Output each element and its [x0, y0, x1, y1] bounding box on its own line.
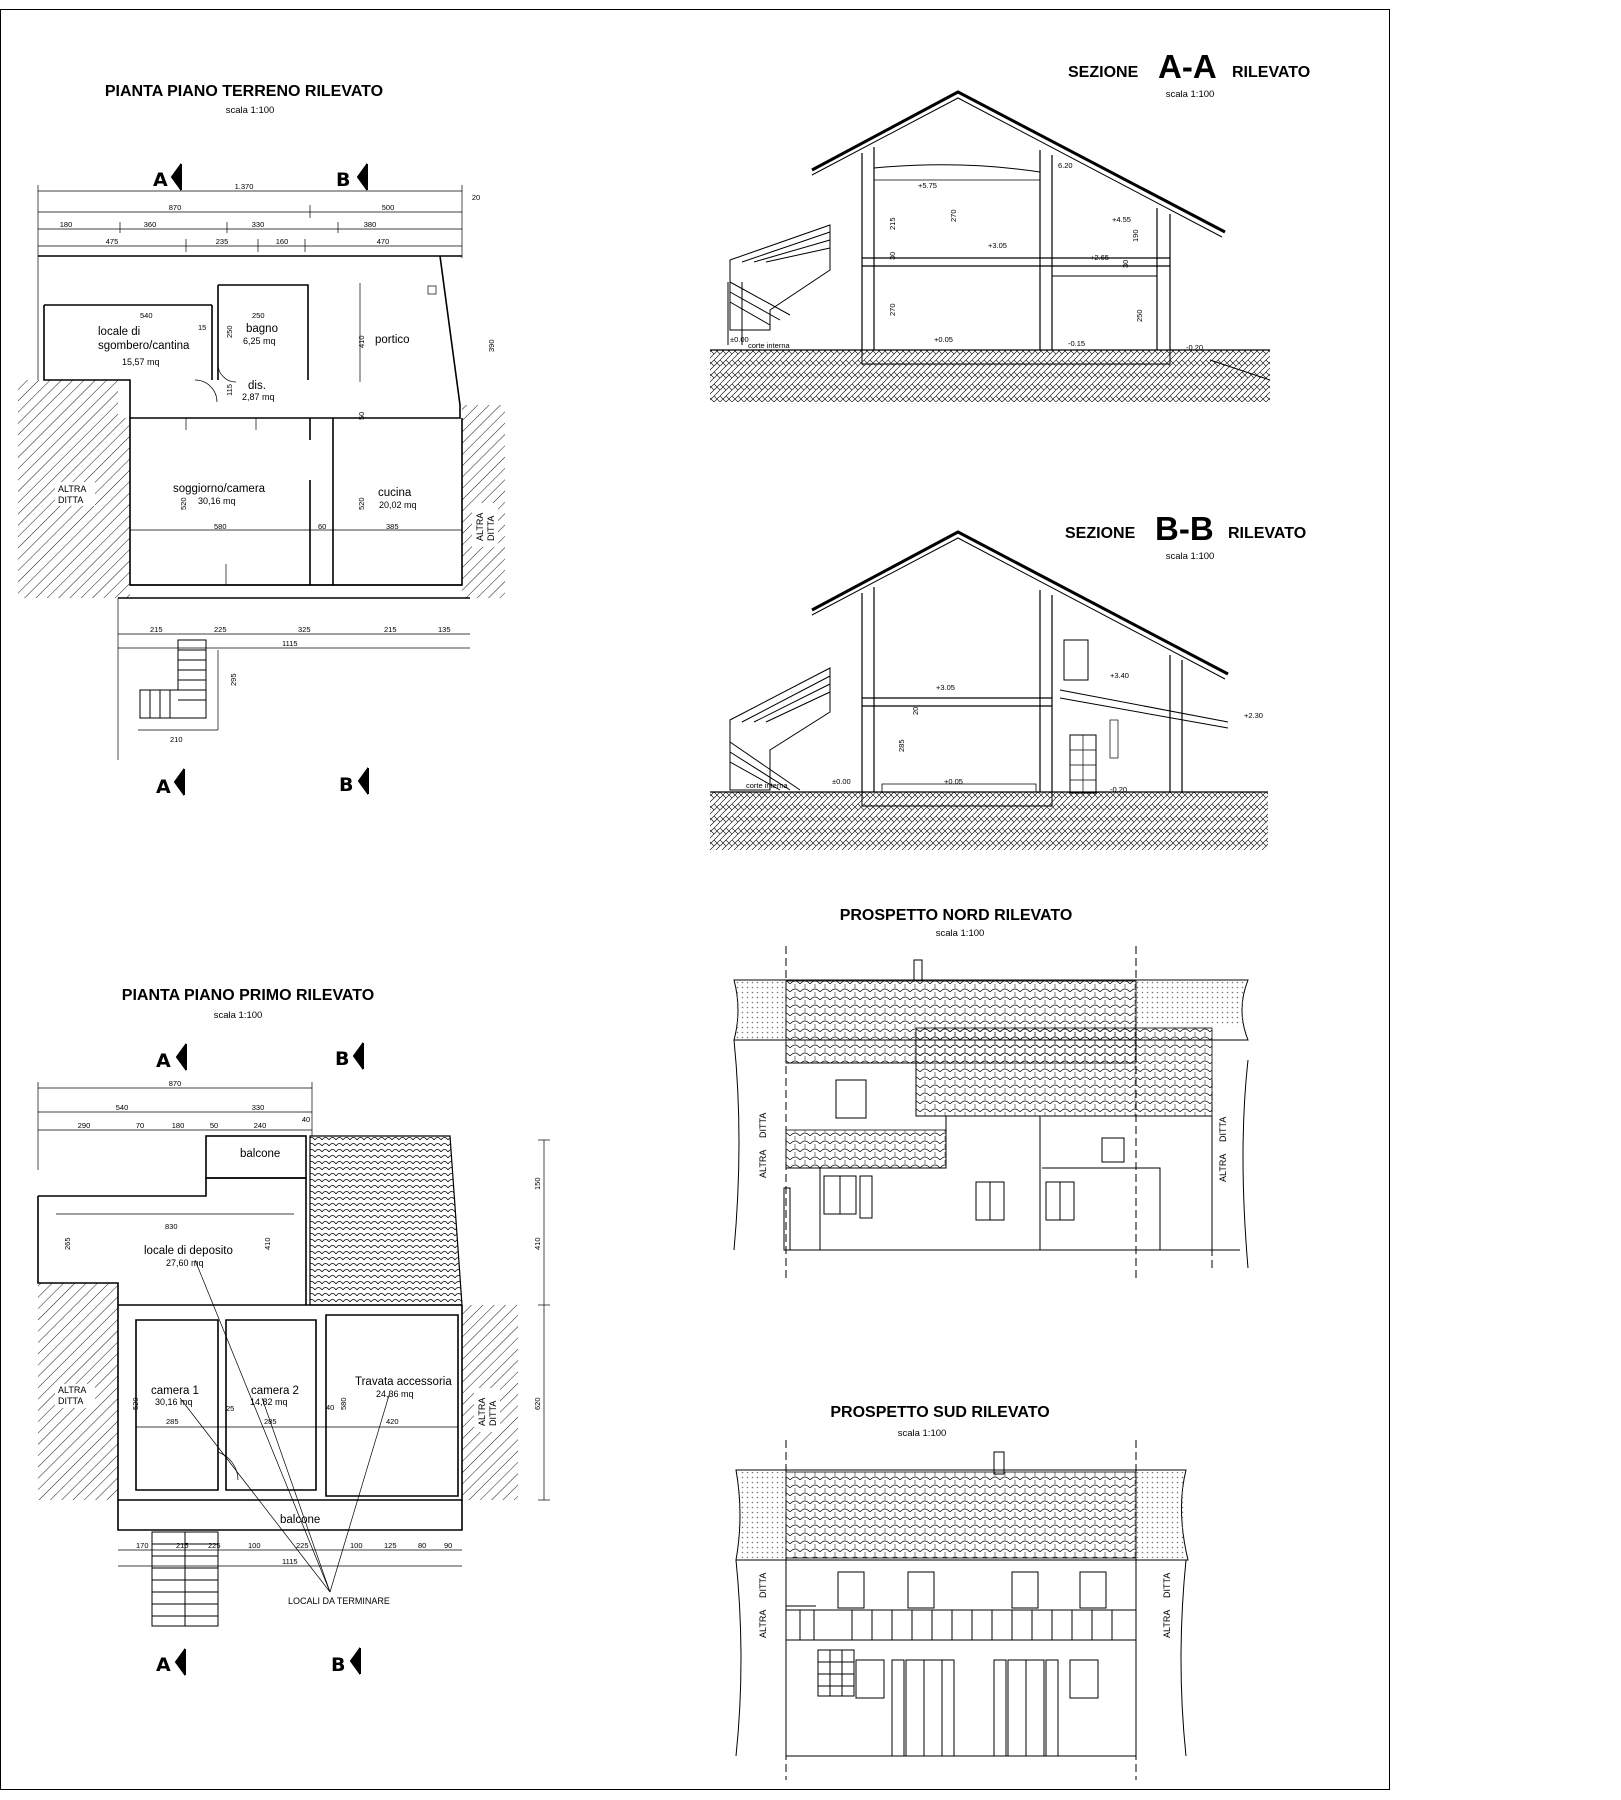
neighbour-label: ALTRA — [758, 1609, 768, 1638]
section-aa-suffix: RILEVATO — [1232, 64, 1311, 81]
section-marker-b-bottom: B — [331, 1654, 346, 1676]
dim-top: 40 — [301, 1115, 311, 1124]
level-mark: +3.40 — [1110, 671, 1129, 680]
neighbour-label: ALTRA — [1218, 1153, 1228, 1182]
dim-inner: 50 — [357, 411, 366, 420]
dim-inner: 390 — [487, 339, 496, 352]
dim-inner: 410 — [263, 1237, 272, 1250]
room-area: 2,87 mq — [242, 392, 275, 402]
level-mark: -0.15 — [1068, 339, 1086, 348]
level-mark: +4.55 — [1112, 215, 1131, 224]
dim-inner: 25 — [226, 1404, 235, 1413]
dim-bottom: 1115 — [282, 639, 298, 648]
section-marker-a-top: A — [153, 169, 168, 191]
dim-inner: 60 — [318, 522, 327, 531]
room-name: cucina — [378, 487, 412, 499]
neighbour-label: ALTRA — [58, 1385, 87, 1395]
dim-top: 870 — [168, 203, 182, 212]
dim-inner: 520 — [131, 1397, 140, 1410]
neighbour-label: DITTA — [486, 515, 496, 541]
level-mark: ±0.00 — [730, 335, 749, 344]
room-name: camera 1 — [151, 1385, 199, 1397]
ground-floor-scale: scala 1:100 — [225, 105, 275, 116]
dim-inner: 410 — [533, 1237, 542, 1250]
dim-inner: 285 — [166, 1417, 179, 1426]
neighbour-label: ALTRA — [758, 1149, 768, 1178]
level-mark: +5.75 — [918, 181, 937, 190]
level-mark: +2.30 — [1244, 711, 1263, 720]
dim-inner: 520 — [357, 497, 366, 510]
room-area: 27,60 mq — [166, 1258, 204, 1268]
room-area: 20,02 mq — [379, 500, 417, 510]
dim-bottom: 125 — [384, 1541, 397, 1550]
room-area: 24,36 mq — [376, 1389, 414, 1399]
dim-top: 50 — [209, 1121, 219, 1130]
room-name: soggiorno/camera — [173, 483, 266, 495]
dim-inner: 540 — [140, 311, 153, 320]
neighbour-label: ALTRA — [477, 1397, 487, 1426]
dim-bottom: 100 — [350, 1541, 363, 1550]
north-elevation — [734, 907, 1248, 1280]
dim-top: 330 — [251, 1103, 265, 1112]
neighbour-label: ALTRA — [475, 512, 485, 541]
level-mark: +0.05 — [944, 777, 963, 786]
dim-inner: 830 — [165, 1222, 178, 1231]
level-mark: -0.20 — [1110, 785, 1128, 794]
dim-bottom: 90 — [444, 1541, 453, 1550]
section-dim: 270 — [949, 209, 958, 222]
section-marker-b-bottom: B — [339, 774, 354, 796]
section-bb-prefix: SEZIONE — [1065, 525, 1136, 542]
dim-top: 470 — [376, 237, 390, 246]
dim-bottom: 225 — [296, 1541, 309, 1550]
level-mark: 6.20 — [1058, 161, 1073, 170]
dim-top: 500 — [381, 203, 395, 212]
room-area: 30,16 mq — [155, 1397, 193, 1407]
section-bb-scale: scala 1:100 — [1165, 551, 1215, 562]
level-mark: -0.20 — [1186, 343, 1204, 352]
dim-top: 360 — [143, 220, 157, 229]
room-area: 15,57 mq — [122, 357, 160, 367]
section-bb — [710, 510, 1306, 850]
north-elevation-scale: scala 1:100 — [935, 928, 985, 939]
level-mark: +0.05 — [934, 335, 953, 344]
dim-bottom: 100 — [248, 1541, 261, 1550]
section-dim: 30 — [1121, 259, 1130, 268]
room-name: camera 2 — [251, 1385, 299, 1397]
dim-inner: 420 — [386, 1417, 399, 1426]
dim-bottom: 170 — [136, 1541, 149, 1550]
neighbour-label: DITTA — [1218, 1116, 1228, 1142]
dim-bottom: 215 — [176, 1541, 189, 1550]
dim-inner: 580 — [214, 522, 227, 531]
section-marker-b-top: B — [336, 169, 351, 191]
dim-inner: 40 — [326, 1403, 335, 1412]
dim-top: 475 — [105, 237, 119, 246]
section-marker-a-bottom: A — [156, 1654, 171, 1676]
ground-floor-plan — [18, 83, 505, 798]
dim-top: 180 — [59, 220, 73, 229]
dim-top: 380 — [363, 220, 377, 229]
dim-bottom: 1115 — [282, 1557, 298, 1566]
section-dim: 285 — [897, 739, 906, 752]
dim-inner: 115 — [225, 384, 234, 396]
section-label: corte interna — [748, 341, 790, 350]
room-name: Travata accessoria — [355, 1376, 452, 1388]
first-floor-title: PIANTA PIANO PRIMO RILEVATO — [121, 987, 375, 1004]
section-dim: 190 — [1131, 229, 1140, 242]
neighbour-label: ALTRA — [1162, 1609, 1172, 1638]
dim-top: 1.370 — [234, 182, 254, 191]
dim-inner: 150 — [533, 1177, 542, 1190]
neighbour-hatch-right — [462, 405, 505, 598]
dim-inner: 265 — [63, 1237, 72, 1250]
room-area: 6,25 mq — [243, 336, 276, 346]
room-name: locale di — [98, 326, 141, 338]
section-dim: 215 — [888, 217, 897, 230]
section-marker-a-bottom: A — [156, 776, 171, 798]
first-floor-scale: scala 1:100 — [213, 1010, 263, 1021]
dim-top: 290 — [77, 1121, 91, 1130]
dim-bottom: 215 — [384, 625, 397, 634]
dim-inner: 250 — [252, 311, 265, 320]
dim-bottom: 80 — [418, 1541, 427, 1550]
note-locali-da-terminare: LOCALI DA TERMINARE — [288, 1596, 390, 1606]
level-mark: +2.65 — [1090, 253, 1109, 262]
room-name: balcone — [280, 1514, 321, 1526]
dim-bottom: 135 — [438, 625, 451, 634]
room-area: 30,16 mq — [198, 496, 236, 506]
section-dim: 30 — [888, 251, 897, 260]
dim-inner: 520 — [179, 497, 188, 510]
section-dim: 20 — [911, 706, 920, 715]
dim-top: 240 — [253, 1121, 267, 1130]
dim-inner: 250 — [225, 325, 234, 338]
neighbour-label: DITTA — [1162, 1572, 1172, 1598]
neighbour-label: DITTA — [58, 495, 84, 505]
room-name: sgombero/cantina — [98, 340, 190, 352]
dim-bottom: 325 — [298, 625, 311, 634]
section-aa-prefix: SEZIONE — [1068, 64, 1139, 81]
dim-bottom: 225 — [214, 625, 227, 634]
south-elevation-title: PROSPETTO SUD RILEVATO — [830, 1404, 1050, 1421]
neighbour-label: DITTA — [758, 1572, 768, 1598]
room-name: bagno — [246, 323, 278, 335]
level-mark: +3.05 — [936, 683, 955, 692]
dim-top: 180 — [171, 1121, 185, 1130]
dim-top: 235 — [215, 237, 229, 246]
section-bb-letters: B-B — [1155, 510, 1214, 547]
section-bb-suffix: RILEVATO — [1228, 525, 1307, 542]
neighbour-label: DITTA — [58, 1396, 84, 1406]
section-marker-b-top: B — [335, 1048, 350, 1070]
dim-top: 870 — [168, 1079, 182, 1088]
room-name: locale di deposito — [144, 1245, 233, 1257]
first-floor-plan — [38, 987, 550, 1676]
ground-floor-title: PIANTA PIANO TERRENO RILEVATO — [104, 83, 384, 100]
section-aa-letters: A-A — [1158, 48, 1217, 85]
dim-bottom: 225 — [208, 1541, 221, 1550]
section-aa — [710, 48, 1310, 402]
dim-inner: 15 — [198, 323, 207, 332]
south-elevation-scale: scala 1:100 — [897, 1428, 947, 1439]
south-elevation — [736, 1404, 1188, 1780]
dim-bottom: 215 — [150, 625, 163, 634]
section-label: corte interna — [746, 781, 788, 790]
section-dim: 250 — [1135, 309, 1144, 322]
roof-tiles-area — [310, 1136, 462, 1305]
dim-inner: 285 — [264, 1417, 277, 1426]
dim-inner: 580 — [339, 1397, 348, 1410]
section-dim: 270 — [888, 303, 897, 316]
neighbour-label: DITTA — [488, 1400, 498, 1426]
dim-top: 70 — [135, 1121, 145, 1130]
dim-top: 20 — [471, 193, 481, 202]
dim-top: 540 — [115, 1103, 129, 1112]
room-area: 14,82 mq — [250, 1397, 288, 1407]
dim-bottom: 295 — [229, 673, 238, 686]
neighbour-label: ALTRA — [58, 484, 87, 494]
level-mark: ±0.00 — [832, 777, 851, 786]
level-mark: +3.05 — [988, 241, 1007, 250]
room-name: balcone — [240, 1148, 281, 1160]
dim-inner: 620 — [533, 1397, 542, 1410]
dim-top: 160 — [275, 237, 289, 246]
section-marker-a-top: A — [156, 1050, 171, 1072]
dim-bottom: 210 — [170, 735, 183, 744]
room-name: dis. — [248, 380, 266, 392]
section-aa-scale: scala 1:100 — [1165, 89, 1215, 100]
north-elevation-title: PROSPETTO NORD RILEVATO — [839, 907, 1073, 924]
dim-inner: 385 — [386, 522, 399, 531]
neighbour-label: DITTA — [758, 1112, 768, 1138]
dim-inner: 410 — [357, 335, 366, 348]
dim-top: 330 — [251, 220, 265, 229]
room-name: portico — [375, 334, 410, 346]
